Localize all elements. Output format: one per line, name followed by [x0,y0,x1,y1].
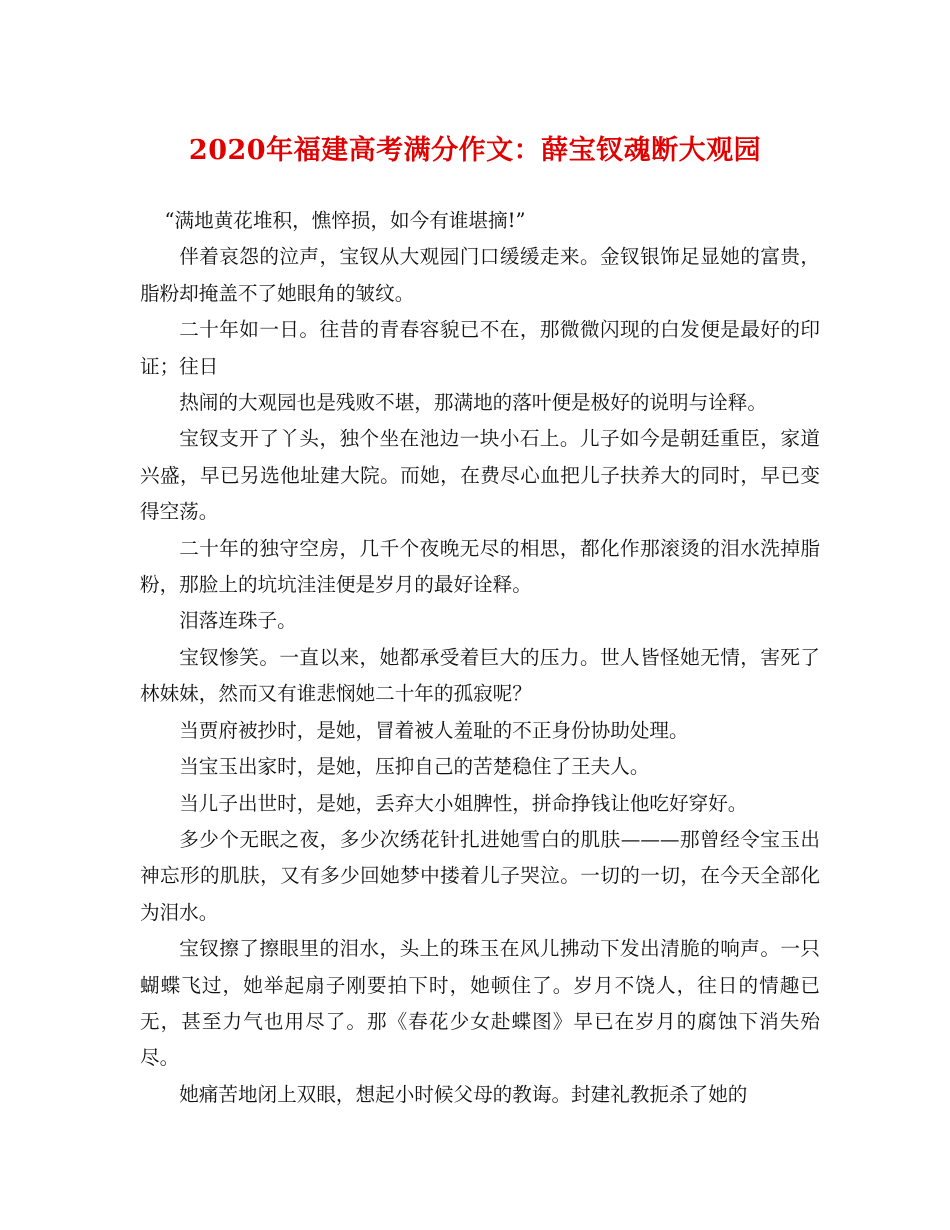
paragraph: 二十年的独守空房，几千个夜晚无尽的相思，都化作那滚烫的泪水洗掉脂粉，那脸上的坑坑洼洼便是岁月的最好诠释。 [140,536,820,597]
paragraph: 她痛苦地闭上双眼，想起小时候父母的教诲。封建礼教扼杀了她的 [179,1082,748,1106]
document-title: 2020年福建高考满分作文：薛宝钗魂断大观园 [188,135,762,166]
paragraph: 二十年如一日。往昔的青春容貌已不在，那微微闪现的白发便是最好的印证；往日 [140,318,820,378]
paragraph: 宝钗惨笑。一直以来，她都承受着巨大的压力。世人皆怪她无情，害死了林妹妹，然而又有谁悲悯她二十年的孤寂呢？ [140,645,820,706]
document-body [140,203,820,1113]
paragraph: 伴着哀怨的泣声，宝钗从大观园门口缓缓走来。金钗银饰足显她的富贵，脂粉却掩盖不了她眼角的皱纹。 [140,245,820,305]
paragraph: 热闹的大观园也是残败不堪，那满地的落叶便是极好的说明与诠释。 [179,391,767,415]
paragraph: “满地黄花堆积，憔悴损，如今有谁堪摘!” [164,209,526,232]
paragraph: 多少个无眠之夜，多少次绣花针扎进她雪白的肌肤———那曾经令宝玉出神忘形的肌肤，又有多少回她梦中搂着儿子哭泣。一切的一切，在今天全部化为泪水。 [140,827,820,924]
paragraph: 当宝玉出家时，是她，压抑自己的苦楚稳住了王夫人。 [179,755,650,779]
paragraph: 宝钗支开了丫头，独个坐在池边一块小石上。儿子如今是朝廷重臣，家道兴盛，早已另选他址建大院。而她，在费尽心血把儿子扶养大的同时，早已变得空荡。 [140,427,820,524]
paragraph: 宝钗擦了擦眼里的泪水，头上的珠玉在风儿拂动下发出清脆的响声。一只蝴蝶飞过，她举起扇子刚要拍下时，她顿住了。岁月不饶人，往日的情趣已无，甚至力气也用尽了。那《春花少女赴蝶图》早已在岁月的腐蚀下消失殆尽。 [140,937,820,1070]
paragraph: 当儿子出世时，是她，丢弃大小姐脾性，拼命挣钱让他吃好穿好。 [179,791,748,815]
paragraph: 当贾府被抄时，是她，冒着被人羞耻的不正身份协助处理。 [179,718,689,742]
paragraph: 泪落连珠子。 [179,609,297,633]
